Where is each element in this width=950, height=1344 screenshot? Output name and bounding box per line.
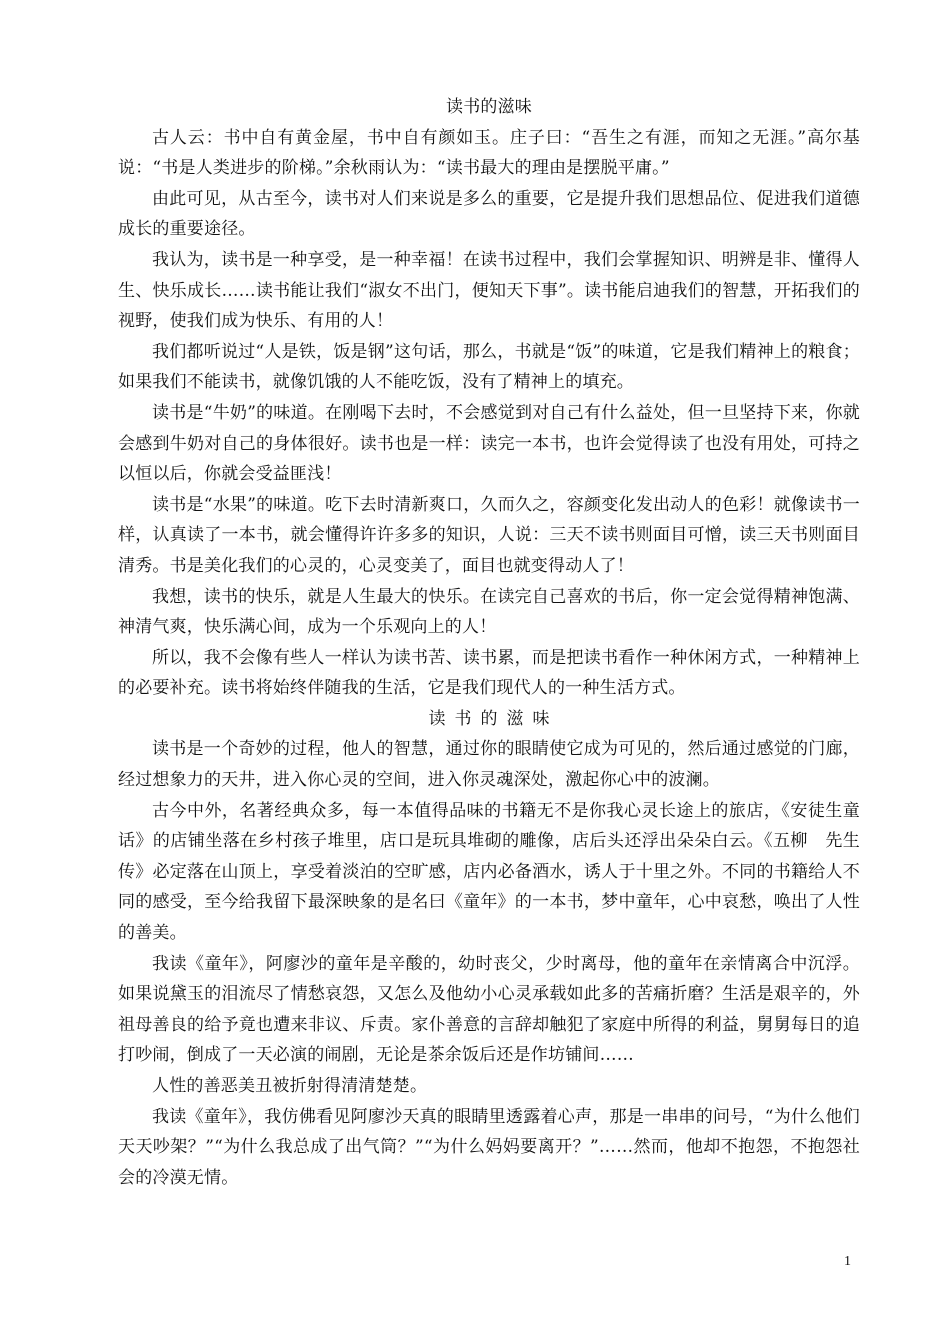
article-2-paragraph-4: 人性的善恶美丑被折射得清清楚楚。	[152, 1076, 428, 1096]
article-2-paragraph-2: 古今中外，名著经典众多，每一本值得品味的书籍无不是你我心灵长途上的旅店，《安徒生童话》的店铺坐落在乡村孩子堆里，店口是玩具堆砌的雕像，店后头还浮出朵朵白云。《五柳 先生传》必定落在山顶上，享受着淡泊的空旷感，店内必备酒水，诱人于十里之外。不同的书籍给人不同的感受，至今给我留下最深映象的是名曰《童年》的一本书，梦中童年，心中哀愁，唤出了人性的善美。	[118, 800, 860, 944]
article-1-paragraph-2: 由此可见，从古至今，读书对人们来说是多么的重要，它是提升我们思想品位、促进我们道德成长的重要途径。	[118, 188, 860, 240]
document-body	[118, 92, 860, 1193]
article-1-title: 读书的滋味	[446, 97, 532, 117]
article-2-paragraph-5: 我读《童年》，我仿佛看见阿廖沙天真的眼睛里透露着心声，那是一串串的问号，“为什么他们天天吵架？”“为什么我总成了出气筒？”“为什么妈妈要离开？”……然而，他却不抱怨，不抱怨社会的冷漠无情。	[118, 1106, 860, 1188]
article-1-paragraph-8: 所以，我不会像有些人一样认为读书苦、读书累，而是把读书看作一种休闲方式，一种精神上的必要补充。读书将始终伴随我的生活，它是我们现代人的一种生活方式。	[118, 647, 860, 699]
article-1-paragraph-4: 我们都听说过“人是铁，饭是钢”这句话，那么，书就是“饭”的味道，它是我们精神上的粮食；如果我们不能读书，就像饥饿的人不能吃饭，没有了精神上的填充。	[118, 341, 860, 393]
article-1-paragraph-7: 我想，读书的快乐，就是人生最大的快乐。在读完自己喜欢的书后，你一定会觉得精神饱满、神清气爽，快乐满心间，成为一个乐观向上的人！	[118, 586, 860, 638]
article-1-paragraph-3: 我认为，读书是一种享受，是一种幸福！在读书过程中，我们会掌握知识、明辨是非、懂得人生、快乐成长……读书能让我们“淑女不出门，便知天下事”。读书能启迪我们的智慧，开拓我们的视野，使我们成为快乐、有用的人！	[118, 249, 860, 332]
article-2-title: 读书的滋味	[428, 708, 559, 729]
article-1-paragraph-1: 古人云：书中自有黄金屋，书中自有颜如玉。庄子曰：“吾生之有涯，而知之无涯。”高尔基说：“书是人类进步的阶梯。”余秋雨认为：“读书最大的理由是摆脱平庸。”	[118, 127, 860, 179]
article-1-paragraph-5: 读书是“牛奶”的味道。在刚喝下去时，不会感觉到对自己有什么益处，但一旦坚持下来，你就会感到牛奶对自己的身体很好。读书也是一样：读完一本书，也许会觉得读了也没有用处，可持之以恒以后，你就会受益匪浅！	[118, 402, 860, 485]
article-1-paragraph-6: 读书是“水果”的味道。吃下去时清新爽口，久而久之，容颜变化发出动人的色彩！就像读书一样，认真读了一本书，就会懂得许许多多的知识，人说：三天不读书则面目可憎，读三天书则面目清秀。书是美化我们的心灵的，心灵变美了，面目也就变得动人了！	[118, 494, 860, 576]
article-2-paragraph-3: 我读《童年》，阿廖沙的童年是辛酸的，幼时丧父，少时离母，他的童年在亲情离合中沉浮。如果说黛玉的泪流尽了情愁哀怨，又怎么及他幼小心灵承载如此多的苦痛折磨？生活是艰辛的，外祖母善良的给予竟也遭来非议、斥责。家仆善意的言辞却触犯了家庭中所得的利益，舅舅每日的追打吵闹，倒成了一天必演的闹剧，无论是茶余饭后还是作坊铺间……	[118, 953, 860, 1066]
article-2-paragraph-1: 读书是一个奇妙的过程，他人的智慧，通过你的眼睛使它成为可见的，然后通过感觉的门廊，经过想象力的天井，进入你心灵的空间，进入你灵魂深处，激起你心中的波澜。	[118, 739, 860, 791]
page-number: 1	[844, 1254, 851, 1269]
